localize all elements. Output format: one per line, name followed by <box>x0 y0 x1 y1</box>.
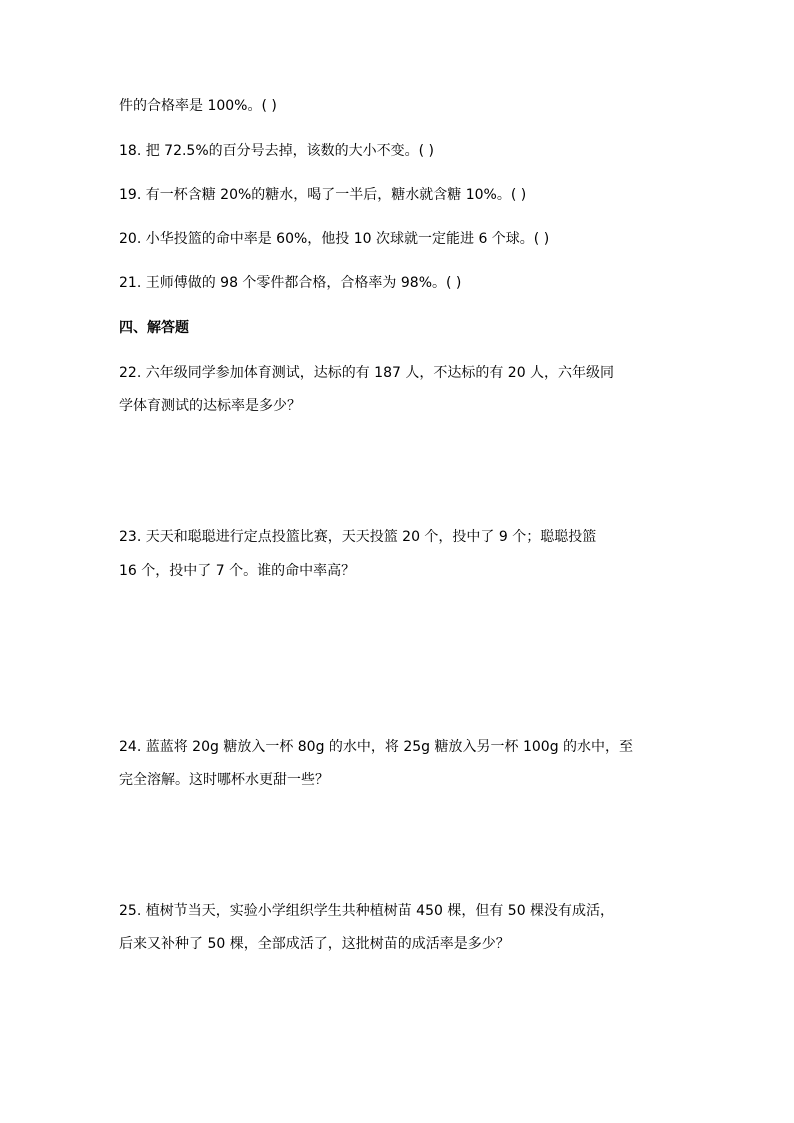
question-17-continuation: 件的合格率是 100%。( ) <box>119 98 277 114</box>
question-25-line-2: 后来又补种了 50 棵，全部成活了，这批树苗的成活率是多少？ <box>119 936 510 952</box>
section-heading-answer-questions: 四、解答题 <box>119 320 189 336</box>
question-22-line-1: 22. 六年级同学参加体育测试，达标的有 187 人，不达标的有 20 人，六年级同 <box>119 365 615 381</box>
question-25-line-1: 25. 植树节当天，实验小学组织学生共种植树苗 450 棵，但有 50 棵没有成活， <box>119 903 615 919</box>
question-23-line-1: 23. 天天和聪聪进行定点投篮比赛，天天投篮 20 个，投中了 9 个；聪聪投篮 <box>119 529 597 545</box>
question-24-line-2: 完全溶解。这时哪杯水更甜一些？ <box>119 772 329 788</box>
question-18: 18. 把 72.5%的百分号去掉，该数的大小不变。( ) <box>119 143 435 159</box>
question-23-line-2: 16 个，投中了 7 个。谁的命中率高？ <box>119 563 356 579</box>
question-22-line-2: 学体育测试的达标率是多少？ <box>119 398 301 414</box>
question-21: 21. 王师傅做的 98 个零件都合格，合格率为 98%。( ) <box>119 275 462 291</box>
question-24-line-1: 24. 蓝蓝将 20g 糖放入一杯 80g 的水中，将 25g 糖放入另一杯 100g 的水中，至 <box>119 739 634 755</box>
question-19: 19. 有一杯含糖 20%的糖水，喝了一半后，糖水就含糖 10%。( ) <box>119 187 527 203</box>
question-20: 20. 小华投篮的命中率是 60%，他投 10 次球就一定能进 6 个球。( ) <box>119 231 550 247</box>
